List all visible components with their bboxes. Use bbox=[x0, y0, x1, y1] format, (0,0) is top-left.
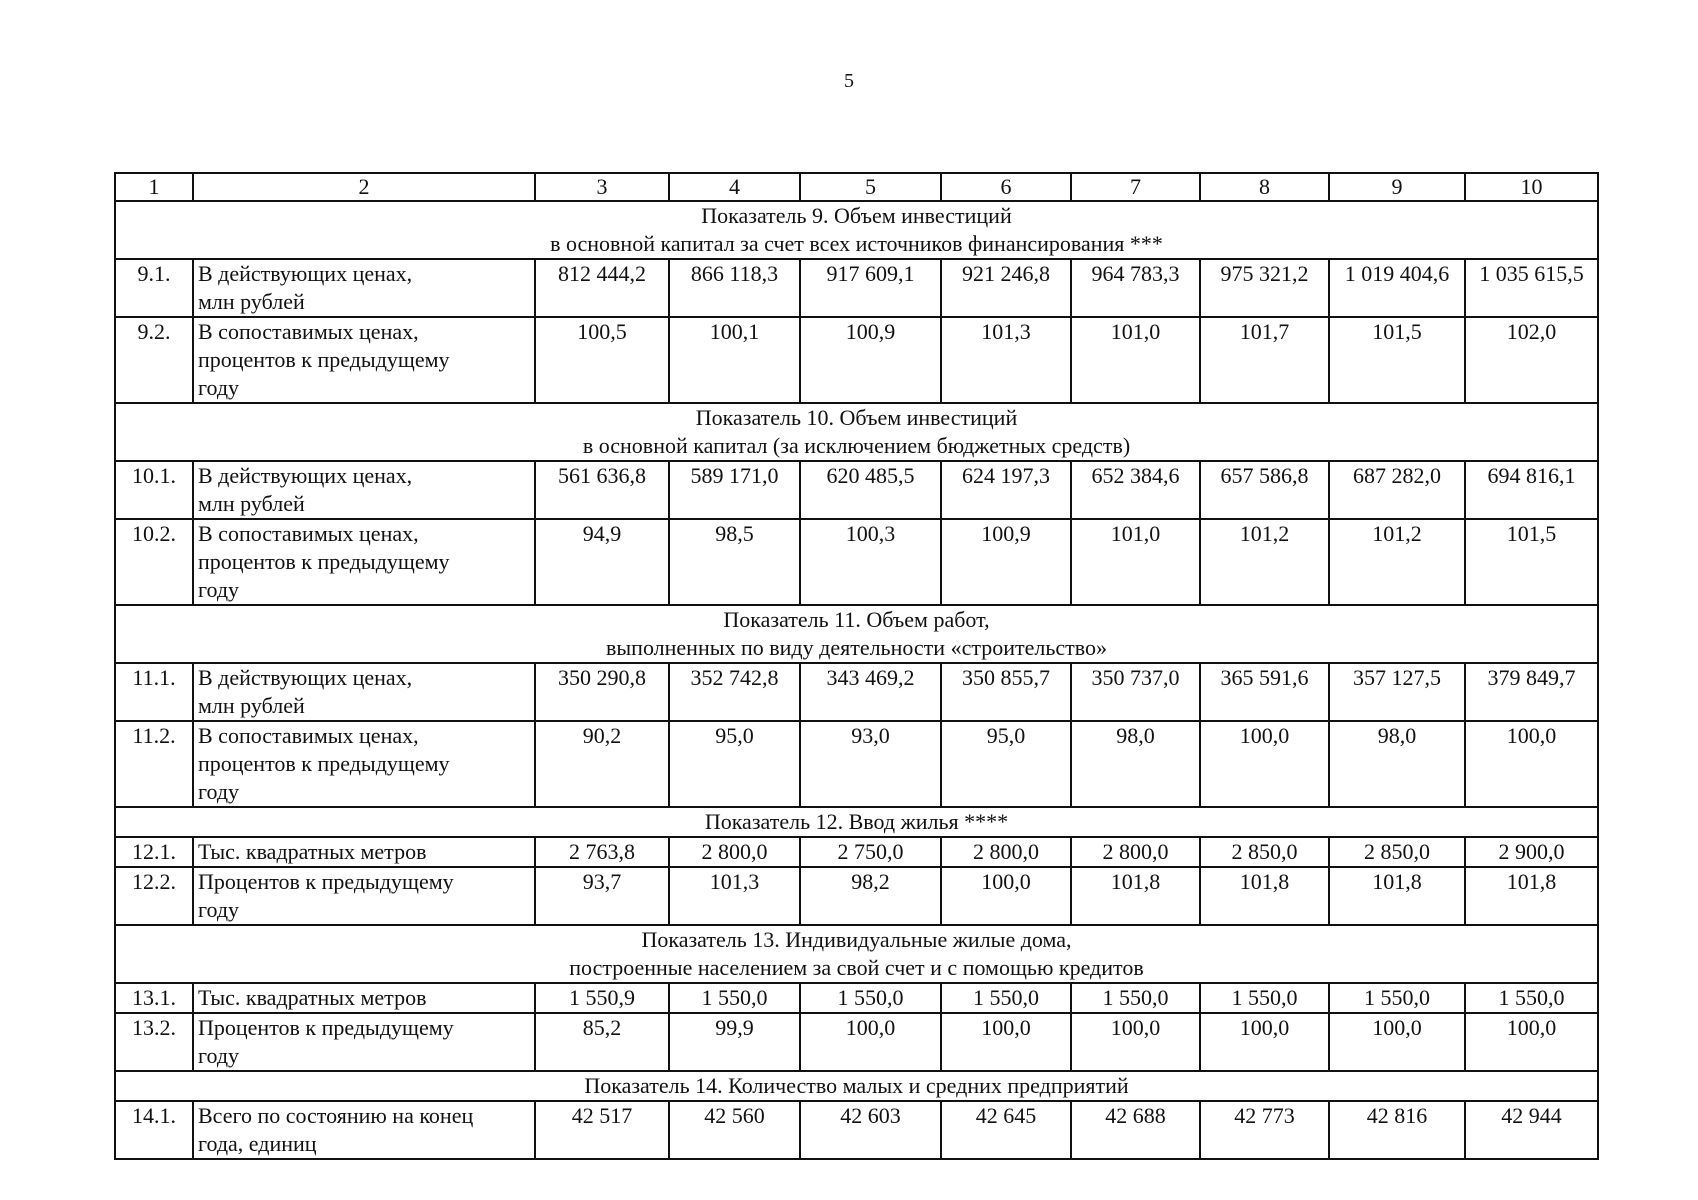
section-title bbox=[115, 807, 1598, 837]
value-cell: 100,0 bbox=[1465, 1013, 1598, 1071]
row-label-line: Процентов к предыдущему bbox=[198, 869, 454, 894]
column-number: 1 bbox=[115, 173, 193, 201]
row-label-line: процентов к предыдущему bbox=[198, 751, 450, 776]
value-cell: 101,8 bbox=[1071, 867, 1200, 925]
row-code: 12.2. bbox=[115, 867, 193, 925]
value-cell: 94,9 bbox=[535, 519, 669, 605]
row-code: 14.1. bbox=[115, 1101, 193, 1159]
table-row bbox=[115, 867, 1598, 925]
column-number: 4 bbox=[669, 173, 800, 201]
value-cell: 42 944 bbox=[1465, 1101, 1598, 1159]
value-cell: 100,9 bbox=[800, 317, 941, 403]
value-cell: 1 019 404,6 bbox=[1329, 259, 1465, 317]
row-label-line: В действующих ценах, bbox=[198, 463, 413, 488]
table-row bbox=[115, 1101, 1598, 1159]
table-row bbox=[115, 519, 1598, 605]
value-cell: 975 321,2 bbox=[1200, 259, 1329, 317]
value-cell: 1 550,0 bbox=[1465, 983, 1598, 1013]
value-cell: 2 800,0 bbox=[669, 837, 800, 867]
row-label bbox=[193, 519, 535, 605]
row-label bbox=[193, 663, 535, 721]
table-row bbox=[115, 461, 1598, 519]
row-label-line: года, единиц bbox=[198, 1131, 317, 1156]
value-cell: 100,0 bbox=[941, 867, 1071, 925]
value-cell: 2 900,0 bbox=[1465, 837, 1598, 867]
value-cell: 42 688 bbox=[1071, 1101, 1200, 1159]
row-label-line: В сопоставимых ценах, bbox=[198, 723, 419, 748]
value-cell: 42 603 bbox=[800, 1101, 941, 1159]
value-cell: 812 444,2 bbox=[535, 259, 669, 317]
row-code: 11.2. bbox=[115, 721, 193, 807]
value-cell: 100,0 bbox=[800, 1013, 941, 1071]
section-header-row bbox=[115, 925, 1598, 983]
value-cell: 1 550,0 bbox=[941, 983, 1071, 1013]
row-label-line: млн рублей bbox=[198, 491, 305, 516]
row-code: 13.1. bbox=[115, 983, 193, 1013]
value-cell: 42 816 bbox=[1329, 1101, 1465, 1159]
row-label-line: Процентов к предыдущему bbox=[198, 1015, 454, 1040]
row-label-line: году bbox=[198, 1043, 240, 1068]
value-cell: 100,0 bbox=[1071, 1013, 1200, 1071]
section-title bbox=[115, 1071, 1598, 1101]
row-code: 10.2. bbox=[115, 519, 193, 605]
value-cell: 101,5 bbox=[1465, 519, 1598, 605]
section-title-line: выполненных по виду деятельности «строительство» bbox=[606, 635, 1107, 660]
row-code: 9.1. bbox=[115, 259, 193, 317]
column-number: 5 bbox=[800, 173, 941, 201]
table-row bbox=[115, 1013, 1598, 1071]
value-cell: 694 816,1 bbox=[1465, 461, 1598, 519]
value-cell: 2 800,0 bbox=[1071, 837, 1200, 867]
value-cell: 101,2 bbox=[1329, 519, 1465, 605]
value-cell: 98,0 bbox=[1329, 721, 1465, 807]
row-label-line: млн рублей bbox=[198, 693, 305, 718]
section-header-row bbox=[115, 403, 1598, 461]
indicators-table bbox=[114, 172, 1599, 1160]
value-cell: 1 550,0 bbox=[1071, 983, 1200, 1013]
row-label-line: Всего по состоянию на конец bbox=[198, 1103, 474, 1128]
value-cell: 687 282,0 bbox=[1329, 461, 1465, 519]
section-header-row bbox=[115, 807, 1598, 837]
column-number: 3 bbox=[535, 173, 669, 201]
value-cell: 2 763,8 bbox=[535, 837, 669, 867]
value-cell: 2 750,0 bbox=[800, 837, 941, 867]
value-cell: 2 850,0 bbox=[1200, 837, 1329, 867]
row-label bbox=[193, 1013, 535, 1071]
value-cell: 101,0 bbox=[1071, 317, 1200, 403]
value-cell: 95,0 bbox=[941, 721, 1071, 807]
value-cell: 100,5 bbox=[535, 317, 669, 403]
value-cell: 2 850,0 bbox=[1329, 837, 1465, 867]
value-cell: 1 550,0 bbox=[800, 983, 941, 1013]
column-number: 6 bbox=[941, 173, 1071, 201]
column-number-row bbox=[115, 173, 1598, 201]
value-cell: 1 550,0 bbox=[669, 983, 800, 1013]
value-cell: 652 384,6 bbox=[1071, 461, 1200, 519]
value-cell: 98,0 bbox=[1071, 721, 1200, 807]
value-cell: 100,3 bbox=[800, 519, 941, 605]
value-cell: 1 035 615,5 bbox=[1465, 259, 1598, 317]
value-cell: 624 197,3 bbox=[941, 461, 1071, 519]
section-title bbox=[115, 925, 1598, 983]
row-code: 12.1. bbox=[115, 837, 193, 867]
value-cell: 101,8 bbox=[1465, 867, 1598, 925]
value-cell: 93,0 bbox=[800, 721, 941, 807]
column-number: 7 bbox=[1071, 173, 1200, 201]
table-body bbox=[115, 173, 1598, 1159]
table-row bbox=[115, 259, 1598, 317]
value-cell: 100,0 bbox=[941, 1013, 1071, 1071]
row-label-line: году bbox=[198, 375, 240, 400]
value-cell: 561 636,8 bbox=[535, 461, 669, 519]
value-cell: 620 485,5 bbox=[800, 461, 941, 519]
column-number: 8 bbox=[1200, 173, 1329, 201]
value-cell: 99,9 bbox=[669, 1013, 800, 1071]
row-code: 10.1. bbox=[115, 461, 193, 519]
value-cell: 102,0 bbox=[1465, 317, 1598, 403]
value-cell: 100,9 bbox=[941, 519, 1071, 605]
row-label-line: Тыс. квадратных метров bbox=[198, 839, 427, 864]
value-cell: 379 849,7 bbox=[1465, 663, 1598, 721]
section-header-row bbox=[115, 605, 1598, 663]
section-title bbox=[115, 403, 1598, 461]
value-cell: 917 609,1 bbox=[800, 259, 941, 317]
section-title-line: Показатель 10. Объем инвестиций bbox=[695, 405, 1018, 430]
row-label bbox=[193, 867, 535, 925]
row-label-line: году bbox=[198, 577, 240, 602]
table-row bbox=[115, 663, 1598, 721]
page-number: 5 bbox=[844, 70, 854, 92]
value-cell: 343 469,2 bbox=[800, 663, 941, 721]
value-cell: 866 118,3 bbox=[669, 259, 800, 317]
value-cell: 101,2 bbox=[1200, 519, 1329, 605]
value-cell: 357 127,5 bbox=[1329, 663, 1465, 721]
value-cell: 101,7 bbox=[1200, 317, 1329, 403]
row-code: 9.2. bbox=[115, 317, 193, 403]
row-label bbox=[193, 721, 535, 807]
section-title bbox=[115, 605, 1598, 663]
row-label-line: В действующих ценах, bbox=[198, 665, 413, 690]
value-cell: 1 550,0 bbox=[1329, 983, 1465, 1013]
value-cell: 365 591,6 bbox=[1200, 663, 1329, 721]
value-cell: 2 800,0 bbox=[941, 837, 1071, 867]
value-cell: 100,0 bbox=[1465, 721, 1598, 807]
row-label-line: году bbox=[198, 779, 240, 804]
value-cell: 101,3 bbox=[941, 317, 1071, 403]
value-cell: 350 737,0 bbox=[1071, 663, 1200, 721]
value-cell: 101,5 bbox=[1329, 317, 1465, 403]
value-cell: 42 773 bbox=[1200, 1101, 1329, 1159]
section-title-line: Показатель 13. Индивидуальные жилые дома, bbox=[641, 927, 1072, 952]
value-cell: 101,0 bbox=[1071, 519, 1200, 605]
row-label bbox=[193, 1101, 535, 1159]
table-row bbox=[115, 721, 1598, 807]
value-cell: 1 550,9 bbox=[535, 983, 669, 1013]
table-row bbox=[115, 837, 1598, 867]
value-cell: 100,1 bbox=[669, 317, 800, 403]
row-label-line: В сопоставимых ценах, bbox=[198, 521, 419, 546]
section-title-line: в основной капитал (за исключением бюджетных средств) bbox=[582, 433, 1131, 458]
section-header-row bbox=[115, 201, 1598, 259]
row-label bbox=[193, 983, 535, 1013]
row-label bbox=[193, 259, 535, 317]
section-title-line: Показатель 9. Объем инвестиций bbox=[701, 203, 1012, 228]
row-code: 11.1. bbox=[115, 663, 193, 721]
table-row bbox=[115, 317, 1598, 403]
row-label-line: В действующих ценах, bbox=[198, 261, 413, 286]
section-title-line: построенные населением за свой счет и с помощью кредитов bbox=[569, 955, 1144, 980]
value-cell: 350 855,7 bbox=[941, 663, 1071, 721]
column-number: 2 bbox=[193, 173, 535, 201]
section-title-line: Показатель 14. Количество малых и средних предприятий bbox=[584, 1073, 1129, 1098]
column-number: 10 bbox=[1465, 173, 1598, 201]
value-cell: 101,8 bbox=[1329, 867, 1465, 925]
value-cell: 964 783,3 bbox=[1071, 259, 1200, 317]
value-cell: 42 517 bbox=[535, 1101, 669, 1159]
value-cell: 93,7 bbox=[535, 867, 669, 925]
row-code: 13.2. bbox=[115, 1013, 193, 1071]
value-cell: 95,0 bbox=[669, 721, 800, 807]
column-number: 9 bbox=[1329, 173, 1465, 201]
value-cell: 352 742,8 bbox=[669, 663, 800, 721]
value-cell: 42 645 bbox=[941, 1101, 1071, 1159]
value-cell: 42 560 bbox=[669, 1101, 800, 1159]
value-cell: 657 586,8 bbox=[1200, 461, 1329, 519]
row-label-line: процентов к предыдущему bbox=[198, 347, 450, 372]
section-title-line: Показатель 11. Объем работ, bbox=[723, 607, 990, 632]
value-cell: 98,5 bbox=[669, 519, 800, 605]
table-row bbox=[115, 983, 1598, 1013]
row-label-line: В сопоставимых ценах, bbox=[198, 319, 419, 344]
section-title-line: в основной капитал за счет всех источников финансирования *** bbox=[550, 231, 1163, 256]
value-cell: 90,2 bbox=[535, 721, 669, 807]
value-cell: 921 246,8 bbox=[941, 259, 1071, 317]
row-label bbox=[193, 461, 535, 519]
value-cell: 98,2 bbox=[800, 867, 941, 925]
value-cell: 350 290,8 bbox=[535, 663, 669, 721]
row-label-line: Тыс. квадратных метров bbox=[198, 985, 427, 1010]
value-cell: 100,0 bbox=[1329, 1013, 1465, 1071]
value-cell: 1 550,0 bbox=[1200, 983, 1329, 1013]
value-cell: 100,0 bbox=[1200, 721, 1329, 807]
value-cell: 589 171,0 bbox=[669, 461, 800, 519]
section-title bbox=[115, 201, 1598, 259]
row-label bbox=[193, 837, 535, 867]
value-cell: 85,2 bbox=[535, 1013, 669, 1071]
row-label-line: процентов к предыдущему bbox=[198, 549, 450, 574]
row-label bbox=[193, 317, 535, 403]
section-header-row bbox=[115, 1071, 1598, 1101]
value-cell: 101,8 bbox=[1200, 867, 1329, 925]
row-label-line: млн рублей bbox=[198, 289, 305, 314]
value-cell: 100,0 bbox=[1200, 1013, 1329, 1071]
value-cell: 101,3 bbox=[669, 867, 800, 925]
section-title-line: Показатель 12. Ввод жилья **** bbox=[704, 809, 1009, 834]
row-label-line: году bbox=[198, 897, 240, 922]
